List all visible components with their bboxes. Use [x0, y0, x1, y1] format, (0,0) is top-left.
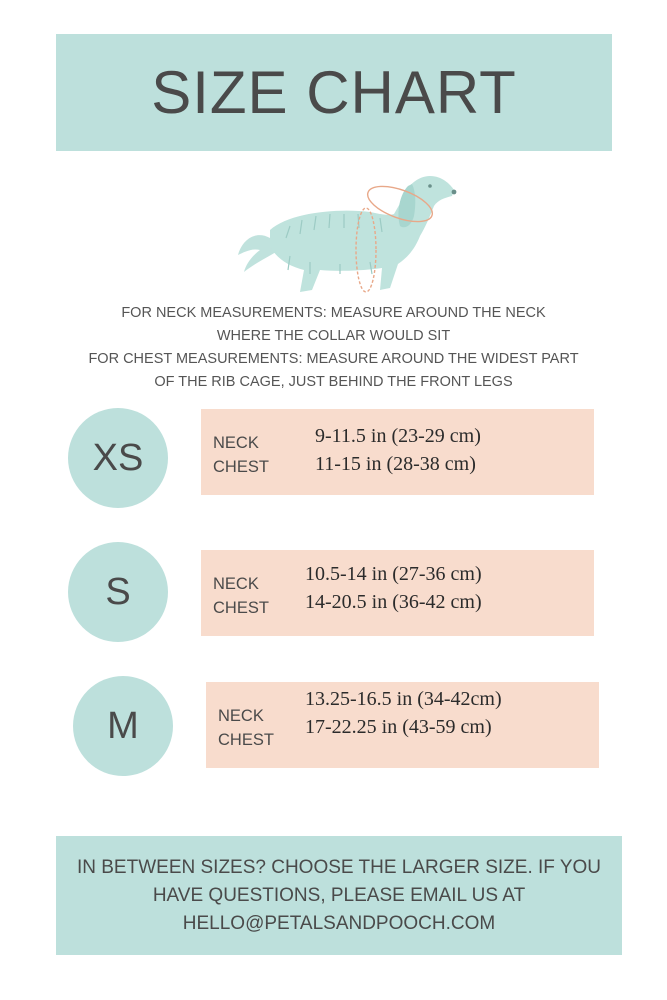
dachshund-icon: [230, 160, 460, 305]
instruction-line: OF THE RIB CAGE, JUST BEHIND THE FRONT LEGS: [154, 374, 513, 390]
neck-label: NECK: [213, 434, 259, 452]
measurement-values: [305, 685, 502, 741]
measurement-labels: [213, 572, 269, 620]
neck-value: 9-11.5 in (23-29 cm): [315, 425, 481, 447]
measurement-labels: [213, 431, 269, 479]
size-row-s: [201, 550, 594, 636]
measurement-values: [305, 560, 482, 616]
neck-value: 10.5-14 in (27-36 cm): [305, 563, 482, 585]
instruction-line: WHERE THE COLLAR WOULD SIT: [216, 328, 451, 344]
neck-value: 13.25-16.5 in (34-42cm): [305, 688, 502, 710]
instruction-line: FOR CHEST MEASUREMENTS: MEASURE AROUND THE WIDEST PART: [88, 351, 579, 367]
chest-value: 14-20.5 in (36-42 cm): [305, 591, 482, 613]
measurement-labels: [218, 704, 274, 752]
page-title: SIZE CHART: [151, 59, 517, 126]
size-badge-xs: [68, 408, 168, 508]
size-label: S: [105, 570, 131, 613]
contact-email: HELLO@PETALSANDPOOCH.COM: [182, 912, 496, 934]
instruction-line: FOR NECK MEASUREMENTS: MEASURE AROUND THE NECK: [121, 305, 546, 321]
size-label: M: [107, 704, 139, 747]
size-label: XS: [92, 436, 144, 479]
size-row-m: [206, 682, 599, 768]
size-badge-s: [68, 542, 168, 642]
measurement-values: [315, 422, 481, 478]
chest-value: 17-22.25 in (43-59 cm): [305, 716, 492, 738]
neck-label: NECK: [213, 575, 259, 593]
footer-banner: [56, 836, 622, 955]
chest-label: CHEST: [213, 458, 269, 476]
footer-line: HAVE QUESTIONS, PLEASE EMAIL US AT: [152, 884, 526, 906]
chest-label: CHEST: [218, 731, 274, 749]
title-banner: [56, 34, 612, 151]
footer-line: IN BETWEEN SIZES? CHOOSE THE LARGER SIZE. IF YOU: [76, 856, 601, 878]
measurement-instructions: [60, 302, 607, 394]
neck-label: NECK: [218, 707, 264, 725]
size-badge-m: [73, 676, 173, 776]
size-row-xs: [201, 409, 594, 495]
chest-label: CHEST: [213, 599, 269, 617]
chest-value: 11-15 in (28-38 cm): [315, 453, 476, 475]
